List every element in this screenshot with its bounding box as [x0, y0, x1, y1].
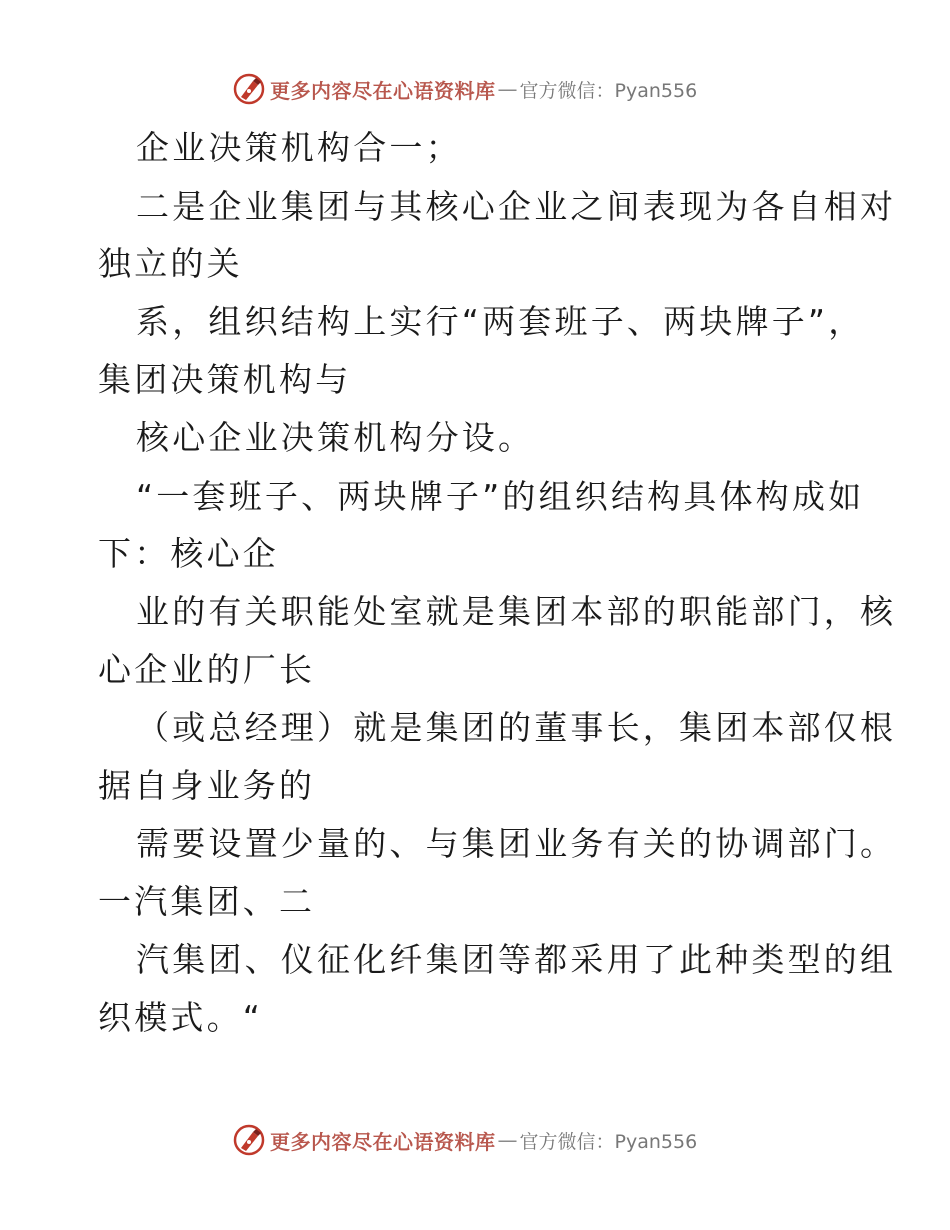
text-line: 集团决策机构与	[98, 360, 352, 399]
text-line: 系，组织结构上实行“两套班子、两块牌子”，	[136, 302, 865, 341]
watermark-brand-text: 更多内容尽在心语资料库	[270, 78, 496, 103]
text-line: 二是企业集团与其核心企业之间表现为各自相对	[136, 187, 897, 226]
watermark-brand-text: 更多内容尽在心语资料库	[270, 1129, 496, 1154]
text-line: 下：核心企	[98, 534, 279, 573]
text-line: 独立的关	[98, 244, 243, 283]
text-line: 核心企业决策机构分设。	[136, 418, 535, 457]
text-line: “一套班子、两块牌子”的组织结构具体构成如	[136, 477, 865, 516]
text-line: 据自身业务的	[98, 766, 316, 805]
text-line: 心企业的厂长	[98, 650, 316, 689]
watermark-contact-text: 官方微信：Pyan556	[519, 79, 698, 102]
text-line: 业的有关职能处室就是集团本部的职能部门，核	[136, 592, 897, 631]
pen-nib-logo-icon	[232, 1123, 266, 1157]
watermark-separator: —	[497, 77, 518, 101]
text-line: 企业决策机构合一；	[136, 128, 462, 167]
text-line: 需要设置少量的、与集团业务有关的协调部门。	[136, 824, 897, 863]
text-line: （或总经理）就是集团的董事长，集团本部仅根	[136, 708, 897, 747]
text-line: 一汽集团、二	[98, 882, 316, 921]
footer-watermark	[232, 1123, 697, 1157]
watermark-separator: —	[497, 1128, 518, 1152]
watermark-contact-text: 官方微信：Pyan556	[519, 1130, 698, 1153]
text-line: 汽集团、仪征化纤集团等都采用了此种类型的组	[136, 940, 897, 979]
text-line: 织模式。“	[98, 998, 264, 1037]
